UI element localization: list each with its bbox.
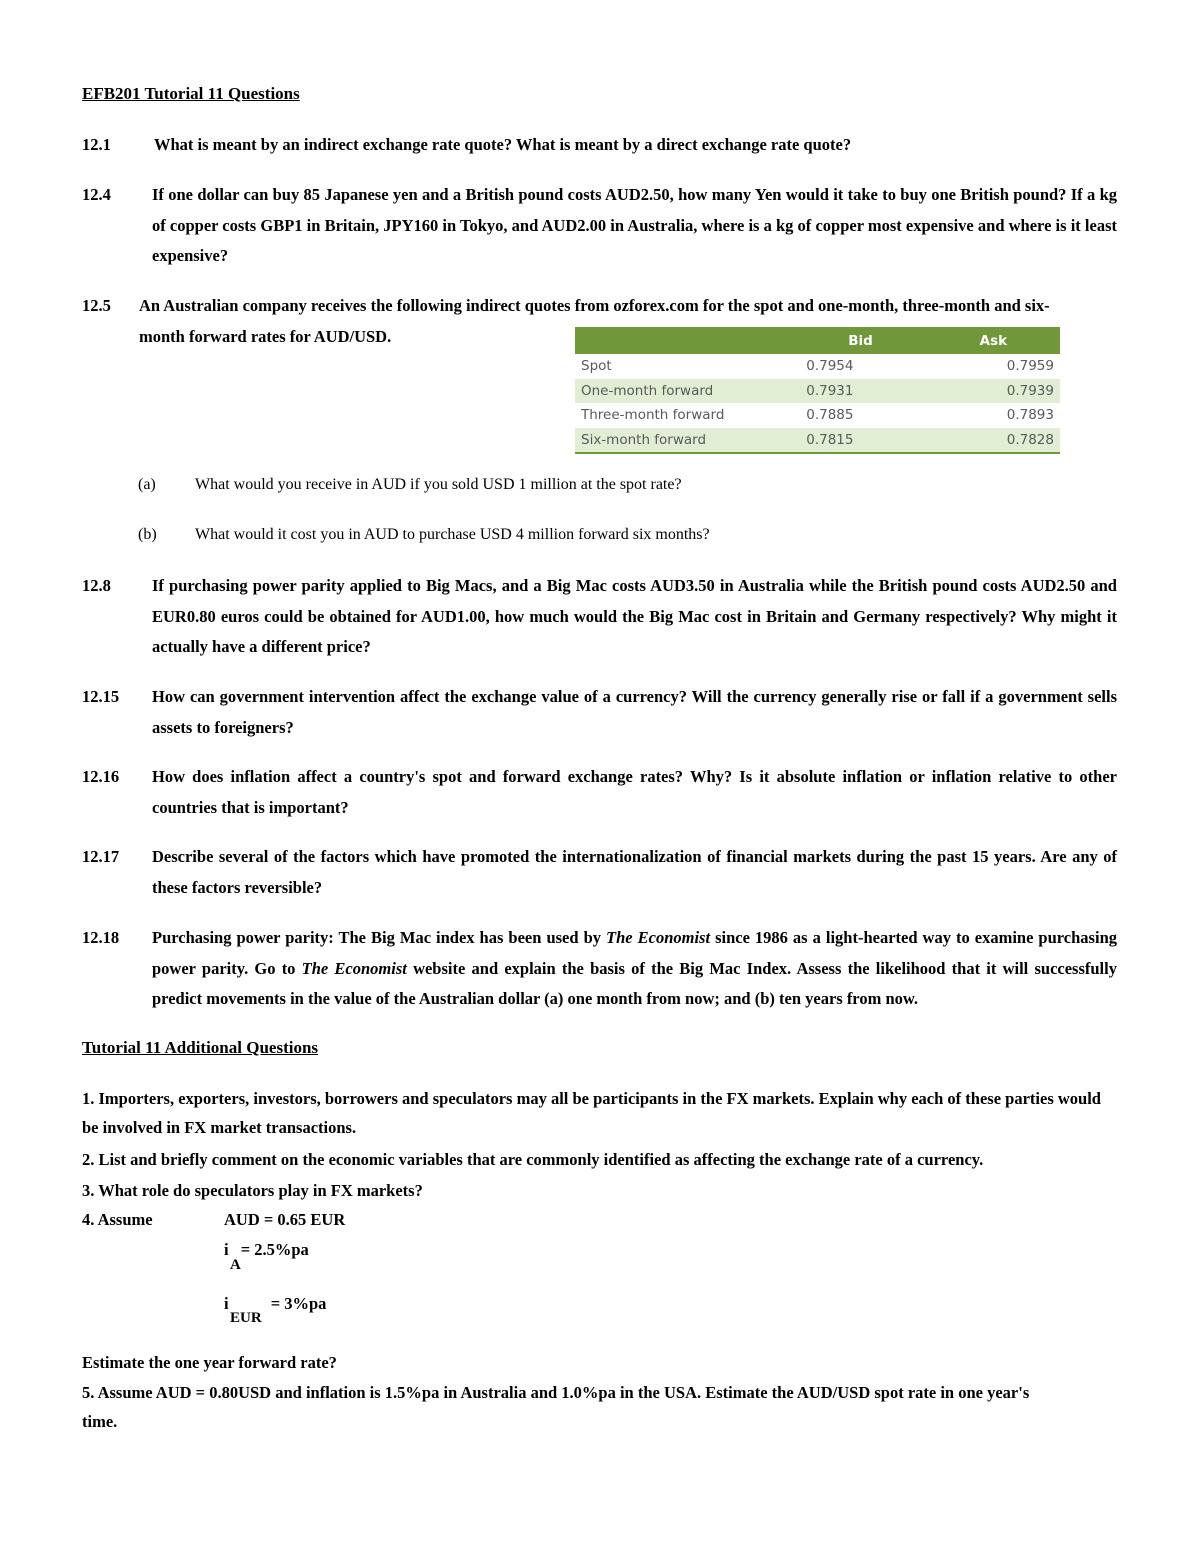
additional-q4-eq1: AUD = 0.65 EUR — [224, 1210, 346, 1229]
question-12-8 — [82, 571, 1117, 663]
publication-name: The Economist — [301, 958, 407, 978]
table-row — [575, 428, 1060, 454]
table-cell: 0.7954 — [806, 358, 854, 375]
table-row — [575, 354, 1060, 379]
question-text: If one dollar can buy 85 Japanese yen and a British pound costs AUD2.50, how many Yen would it take to buy one British pound? If a kg of copper costs GBP1 in Britain, JPY160 in Tokyo, and AUD2.00 in Australia, where is a kg of copper most expensive and where is it least expensive? — [152, 185, 1117, 265]
additional-q4-question: Estimate the one year forward rate? — [82, 1353, 337, 1372]
interest-subscript-eur: EUR — [230, 1310, 262, 1326]
interest-symbol: i — [224, 1294, 229, 1313]
question-12-16 — [82, 762, 1117, 823]
subquestion-label: (a) — [138, 476, 156, 493]
additional-q5-line2: time. — [82, 1412, 118, 1431]
table-cell: 0.7885 — [806, 407, 854, 424]
page-title: EFB201 Tutorial 11 Questions — [82, 84, 300, 103]
table-cell: 0.7828 — [927, 428, 1060, 454]
subquestion-text: What would it cost you in AUD to purchase USD 4 million forward six months? — [195, 526, 710, 543]
table-cell: Three-month forward — [581, 407, 725, 424]
table-header-row — [575, 327, 1060, 354]
additional-q2: 2. List and briefly comment on the economic variables that are commonly identified as affecting the exchange rate of a currency. — [82, 1150, 984, 1169]
question-number: 12.16 — [82, 767, 120, 786]
table-header-cell — [575, 327, 794, 354]
additional-q1-line1: 1. Importers, exporters, investors, borrowers and speculators may all be participants in the FX markets. Explain why each of these parties would — [82, 1089, 1101, 1108]
question-text-part: since 1986 as a light-hearted way to examine purchasing power parity. Go to — [152, 928, 1117, 978]
subquestion-b — [138, 526, 710, 544]
table-cell: Spot — [581, 358, 612, 375]
table-cell: 0.7931 — [794, 379, 927, 404]
question-number: 12.8 — [82, 576, 111, 595]
question-12-15 — [82, 682, 1117, 743]
subquestion-label: (b) — [138, 526, 157, 543]
interest-value: = 3%pa — [270, 1294, 327, 1313]
question-text-part: website and explain the basis of the Big Mac Index. Assess the likelihood that it will successfully predict movements in the value of the Australian dollar (a) one month from now; and (b) ten years from now. — [152, 958, 1117, 1008]
additional-q5-line1: 5. Assume AUD = 0.80USD and inflation is 1.5%pa in Australia and 1.0%pa in the USA. Estimate the AUD/USD spot rate in one year's — [82, 1383, 1030, 1402]
question-text-line1: An Australian company receives the following indirect quotes from ozforex.com for the spot and one-month, three-month and six- — [139, 296, 1050, 315]
question-12-17 — [82, 842, 1117, 903]
question-text-line2: month forward rates for AUD/USD. — [139, 326, 392, 346]
question-text-part: Purchasing power parity: The Big Mac index has been used by — [152, 928, 607, 947]
table-cell: 0.7939 — [927, 379, 1060, 404]
question-number: 12.4 — [82, 185, 111, 204]
table-cell: 0.7893 — [1006, 407, 1054, 424]
additional-q3: 3. What role do speculators play in FX markets? — [82, 1181, 423, 1200]
question-12-4 — [82, 180, 1117, 272]
question-12-1 — [82, 130, 1117, 161]
question-text: How does inflation affect a country's spot and forward exchange rates? Why? Is it absolute inflation or inflation relative to other countries that is important? — [152, 767, 1117, 817]
additional-q1-line2: be involved in FX market transactions. — [82, 1118, 357, 1137]
publication-name: The Economist — [606, 928, 711, 947]
table-row — [575, 403, 1060, 428]
table-cell: Six-month forward — [575, 428, 794, 454]
table-header-ask: Ask — [927, 327, 1060, 354]
question-number: 12.17 — [82, 847, 120, 866]
question-number: 12.15 — [82, 687, 120, 706]
question-text — [152, 923, 1117, 1015]
question-12-18 — [82, 923, 1117, 1015]
question-text: How can government intervention affect the exchange value of a currency? Will the currency generally rise or fall if a government sells assets to foreigners? — [152, 687, 1117, 737]
question-text: Describe several of the factors which have promoted the internationalization of financial markets during the past 15 years. Are any of these factors reversible? — [152, 847, 1117, 897]
interest-symbol: i — [224, 1240, 229, 1259]
table-cell: 0.7959 — [1006, 358, 1054, 375]
interest-subscript-a: A — [230, 1257, 241, 1273]
additional-q4-label: 4. Assume — [82, 1210, 153, 1229]
additional-title: Tutorial 11 Additional Questions — [82, 1038, 319, 1057]
question-number: 12.18 — [82, 928, 120, 947]
subquestion-a — [138, 476, 682, 494]
question-number: 12.5 — [82, 296, 111, 315]
forward-rates-table — [575, 327, 1060, 454]
table-cell: 0.7815 — [794, 428, 927, 454]
question-text: What is meant by an indirect exchange rate quote? What is meant by a direct exchange rate quote? — [154, 135, 852, 154]
subquestion-text: What would you receive in AUD if you sold USD 1 million at the spot rate? — [195, 476, 682, 493]
interest-value: = 2.5%pa — [240, 1240, 309, 1259]
table-header-bid: Bid — [794, 327, 927, 354]
table-row — [575, 379, 1060, 404]
question-text: If purchasing power parity applied to Big Macs, and a Big Mac costs AUD3.50 in Australia while the British pound costs AUD2.50 and EUR0.80 euros could be obtained for AUD1.00, how much would the Big Mac cost in Britain and Germany respectively? Why might it actually have a different price? — [152, 576, 1117, 656]
question-number: 12.1 — [82, 135, 111, 154]
table-cell: One-month forward — [575, 379, 794, 404]
